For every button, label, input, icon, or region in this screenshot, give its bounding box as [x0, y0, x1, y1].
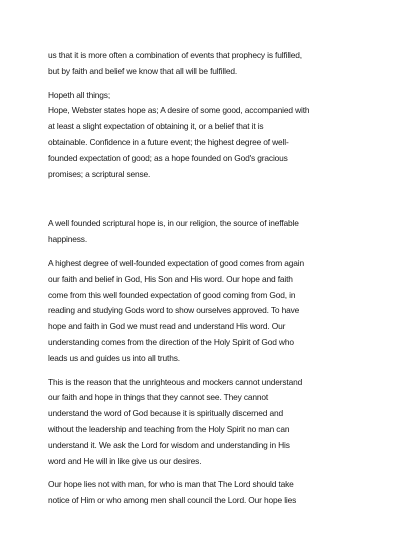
text-line: our faith and hope in things that they cannot see. They cannot	[48, 392, 269, 403]
text-line: Hopeth all things;	[48, 89, 111, 100]
paragraph-hope-definition	[48, 88, 378, 183]
text-line: Hope, Webster states hope as; A desire of some good, accompanied with	[48, 105, 310, 116]
text-line: come from this well founded expectation of good coming from God, in	[48, 289, 296, 300]
text-line: hope and faith in God we must read and understand His word. Our	[48, 321, 286, 332]
document-body	[48, 48, 378, 509]
text-line: understanding comes from the direction of the Holy Spirit of God who	[48, 336, 294, 347]
text-line: but by faith and belief we know that all will be fulfilled.	[48, 65, 238, 76]
text-line: us that it is more often a combination of events that prophecy is fulfilled,	[48, 50, 302, 60]
text-line: word and He will in like give us our desires.	[48, 455, 202, 466]
text-line: obtainable. Confidence in a future event; the highest degree of well-	[48, 136, 289, 147]
text-line: A well founded scriptural hope is, in our religion, the source of ineffable	[48, 218, 299, 229]
text-line: our faith and belief in God, His Son and His word. Our hope and faith	[48, 273, 293, 284]
text-line: reading and studying Gods word to show ourselves approved. To have	[48, 305, 300, 316]
text-line: leads us and guides us into all truths.	[48, 352, 180, 363]
text-line: happiness.	[48, 234, 88, 245]
text-line: at least a slight expectation of obtaining it, or a belief that it is	[48, 121, 264, 132]
text-line: understand it. We ask the Lord for wisdom and understanding in His	[48, 439, 290, 450]
text-line: notice of Him or who among men shall council the Lord. Our hope lies	[48, 495, 297, 506]
text-line: This is the reason that the unrighteous and mockers cannot understand	[48, 376, 303, 387]
text-line: without the leadership and teaching from the Holy Spirit no man can	[48, 423, 290, 434]
paragraph-expectation-of-good	[48, 256, 378, 367]
text-line: Our hope lies not with man, for who is man that The Lord should take	[48, 479, 294, 490]
text-line: understand the word of God because it is spiritually discerned and	[48, 408, 283, 419]
text-line: promises; a scriptural sense.	[48, 168, 151, 179]
paragraph-scriptural-hope	[48, 216, 378, 248]
text-line: founded expectation of good; as a hope founded on God's gracious	[48, 152, 288, 163]
paragraph-prophecy	[48, 48, 378, 80]
paragraph-hope-not-with-man	[48, 477, 378, 509]
text-line: A highest degree of well-founded expectation of good comes from again	[48, 257, 304, 268]
paragraph-unrighteous	[48, 375, 378, 470]
